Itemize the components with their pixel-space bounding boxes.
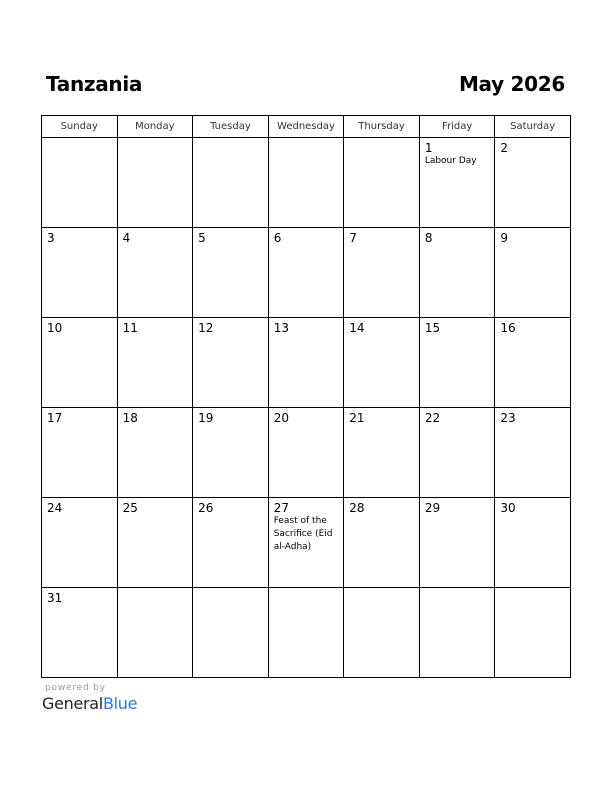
day-number: 1	[424, 141, 433, 155]
day-cell	[117, 138, 193, 228]
weekday-header-sunday: Sunday	[42, 116, 118, 138]
week-row	[42, 588, 571, 678]
weekday-header-thursday: Thursday	[344, 116, 420, 138]
day-cell	[117, 318, 193, 408]
day-cell	[419, 498, 495, 588]
day-number: 5	[198, 231, 206, 245]
day-number: 11	[122, 321, 138, 335]
footer-branding	[42, 682, 137, 714]
weekday-header-friday: Friday	[419, 116, 495, 138]
day-number: 6	[273, 231, 282, 245]
day-number: 9	[500, 231, 509, 245]
day-number: 4	[122, 231, 131, 245]
day-number: 17	[47, 411, 63, 425]
day-cell	[344, 318, 420, 408]
day-number: 30	[500, 501, 516, 515]
day-cell	[268, 228, 344, 318]
week-row	[42, 138, 571, 228]
day-cell	[344, 138, 420, 228]
day-cell	[344, 498, 420, 588]
day-cell	[117, 588, 193, 678]
day-number: 18	[122, 411, 138, 425]
brand-name-general: General	[42, 694, 103, 713]
day-cell	[193, 228, 269, 318]
day-number: 10	[47, 321, 63, 335]
day-number: 26	[198, 501, 214, 515]
day-cell	[193, 408, 269, 498]
day-cell	[344, 588, 420, 678]
day-cell	[495, 498, 571, 588]
week-row	[42, 498, 571, 588]
calendar-grid	[41, 115, 571, 678]
day-number: 22	[424, 411, 441, 425]
day-cell	[495, 408, 571, 498]
day-cell	[42, 588, 118, 678]
day-number: 13	[273, 321, 289, 335]
holiday-label: Labour Day	[424, 156, 477, 166]
day-number: 20	[273, 411, 289, 425]
day-cell	[42, 228, 118, 318]
day-cell	[495, 588, 571, 678]
day-number: 19	[198, 411, 214, 425]
day-number: 8	[424, 231, 433, 245]
weekday-header-wednesday: Wednesday	[268, 116, 344, 138]
day-cell	[42, 138, 118, 228]
day-cell	[268, 138, 344, 228]
day-cell	[419, 318, 495, 408]
day-cell	[42, 498, 118, 588]
weekday-header-saturday: Saturday	[495, 116, 571, 138]
day-cell	[344, 228, 420, 318]
day-cell	[495, 228, 571, 318]
day-cell	[193, 498, 269, 588]
powered-by-label: powered by	[45, 683, 106, 693]
day-cell	[42, 408, 118, 498]
holiday-label: Feast of the Sacrifice (Eid al-Adha)	[273, 516, 333, 552]
day-cell	[268, 588, 344, 678]
day-cell	[268, 498, 344, 588]
weekday-header-tuesday: Tuesday	[193, 116, 269, 138]
day-cell	[495, 138, 571, 228]
weekday-header-monday: Monday	[117, 116, 193, 138]
brand-name-blue: Blue	[102, 694, 138, 713]
day-number: 29	[424, 501, 441, 515]
day-cell	[268, 408, 344, 498]
day-cell	[419, 588, 495, 678]
day-number: 12	[198, 321, 214, 335]
day-number: 23	[500, 411, 516, 425]
day-cell	[42, 318, 118, 408]
day-cell	[344, 408, 420, 498]
day-number: 21	[349, 411, 365, 425]
day-cell	[495, 318, 571, 408]
day-cell	[117, 498, 193, 588]
day-number: 2	[500, 141, 509, 155]
day-cell	[419, 228, 495, 318]
day-number: 24	[47, 501, 63, 515]
day-number: 7	[349, 231, 357, 245]
day-number: 3	[47, 231, 55, 245]
week-row	[42, 318, 571, 408]
weekday-header-row	[42, 116, 571, 138]
month-title: May 2026	[458, 72, 565, 96]
day-cell	[268, 318, 344, 408]
brand-logo[interactable]	[42, 694, 137, 714]
week-row	[42, 228, 571, 318]
day-cell	[117, 408, 193, 498]
country-title: Tanzania	[46, 72, 143, 96]
day-number: 14	[349, 321, 365, 335]
day-cell	[193, 138, 269, 228]
day-cell	[193, 318, 269, 408]
day-number: 25	[122, 501, 138, 515]
day-number: 16	[500, 321, 516, 335]
day-cell	[419, 408, 495, 498]
day-cell	[117, 228, 193, 318]
week-row	[42, 408, 571, 498]
day-number: 15	[424, 321, 441, 335]
calendar-body	[42, 138, 571, 678]
day-cell	[193, 588, 269, 678]
day-cell	[419, 138, 495, 228]
day-number: 28	[349, 501, 365, 515]
day-number: 31	[47, 591, 63, 605]
day-number: 27	[273, 501, 289, 515]
